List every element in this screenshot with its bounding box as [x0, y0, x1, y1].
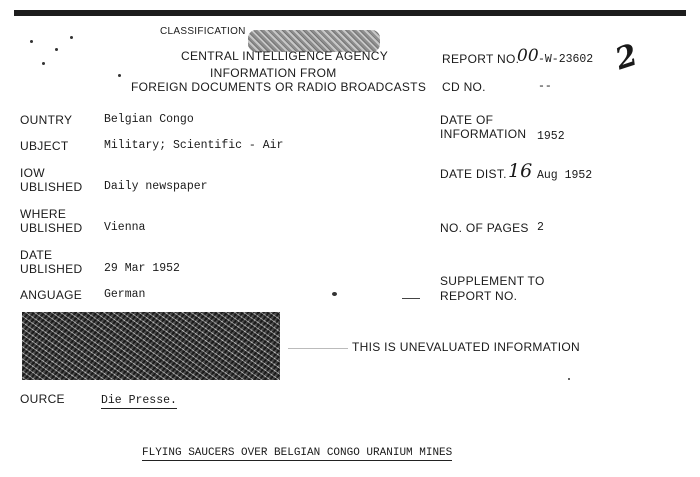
report-no-label: REPORT NO.	[442, 52, 520, 66]
language-label: ANGUAGE	[20, 288, 83, 302]
cd-no-label: CD NO.	[442, 80, 486, 94]
article-title: FLYING SAUCERS OVER BELGIAN CONGO URANIUM MINES	[142, 447, 453, 459]
date-label-2: UBLISHED	[20, 262, 83, 276]
handwritten-page-mark: 2	[611, 37, 642, 78]
speckle	[118, 74, 121, 77]
faint-line	[288, 348, 348, 349]
country-label: OUNTRY	[20, 113, 73, 127]
supplement-label-1: SUPPLEMENT TO	[440, 274, 545, 288]
dash-mark	[402, 298, 420, 299]
language-value: German	[104, 288, 146, 301]
date-dist-value: Aug 1952	[537, 169, 593, 182]
supplement-label-2: REPORT NO.	[440, 289, 518, 303]
where-label-1: WHERE	[20, 207, 67, 221]
source-label: OURCE	[20, 392, 65, 406]
where-value: Vienna	[104, 221, 146, 234]
how-label-1: IOW	[20, 166, 45, 180]
speckle	[42, 62, 45, 65]
subject-label: UBJECT	[20, 139, 69, 153]
speckle	[568, 378, 570, 380]
date-of-info-label-1: DATE OF	[440, 113, 494, 127]
speckle	[55, 48, 58, 51]
speckle	[70, 36, 73, 39]
country-value: Belgian Congo	[104, 113, 194, 126]
info-line-2: FOREIGN DOCUMENTS OR RADIO BROADCASTS	[131, 80, 427, 94]
report-no-prefix: 00	[517, 46, 539, 66]
date-dist-label: DATE DIST.	[440, 167, 507, 181]
date-label-1: DATE	[20, 248, 53, 262]
speckle	[332, 292, 337, 296]
where-label-2: UBLISHED	[20, 221, 83, 235]
classification-label: CLASSIFICATION	[160, 26, 246, 37]
date-value: 29 Mar 1952	[104, 262, 180, 275]
how-label-2: UBLISHED	[20, 180, 83, 194]
pages-label: NO. OF PAGES	[440, 221, 529, 235]
date-of-info-label-2: INFORMATION	[440, 127, 527, 141]
how-value: Daily newspaper	[104, 180, 208, 193]
source-value: Die Presse.	[101, 394, 177, 407]
info-line-1: INFORMATION FROM	[210, 66, 337, 80]
subject-value: Military; Scientific - Air	[104, 139, 284, 152]
redaction-block	[22, 312, 280, 380]
pages-value: 2	[537, 221, 544, 234]
date-of-info-value: 1952	[537, 130, 565, 143]
cd-no-value: --	[538, 80, 552, 93]
speckle	[30, 40, 33, 43]
unevaluated-notice: THIS IS UNEVALUATED INFORMATION	[352, 340, 580, 354]
agency-title: CENTRAL INTELLIGENCE AGENCY	[181, 49, 389, 63]
date-dist-day: 16	[508, 160, 533, 182]
top-border-bar	[14, 10, 686, 16]
report-no-value: -W-23602	[538, 53, 594, 66]
